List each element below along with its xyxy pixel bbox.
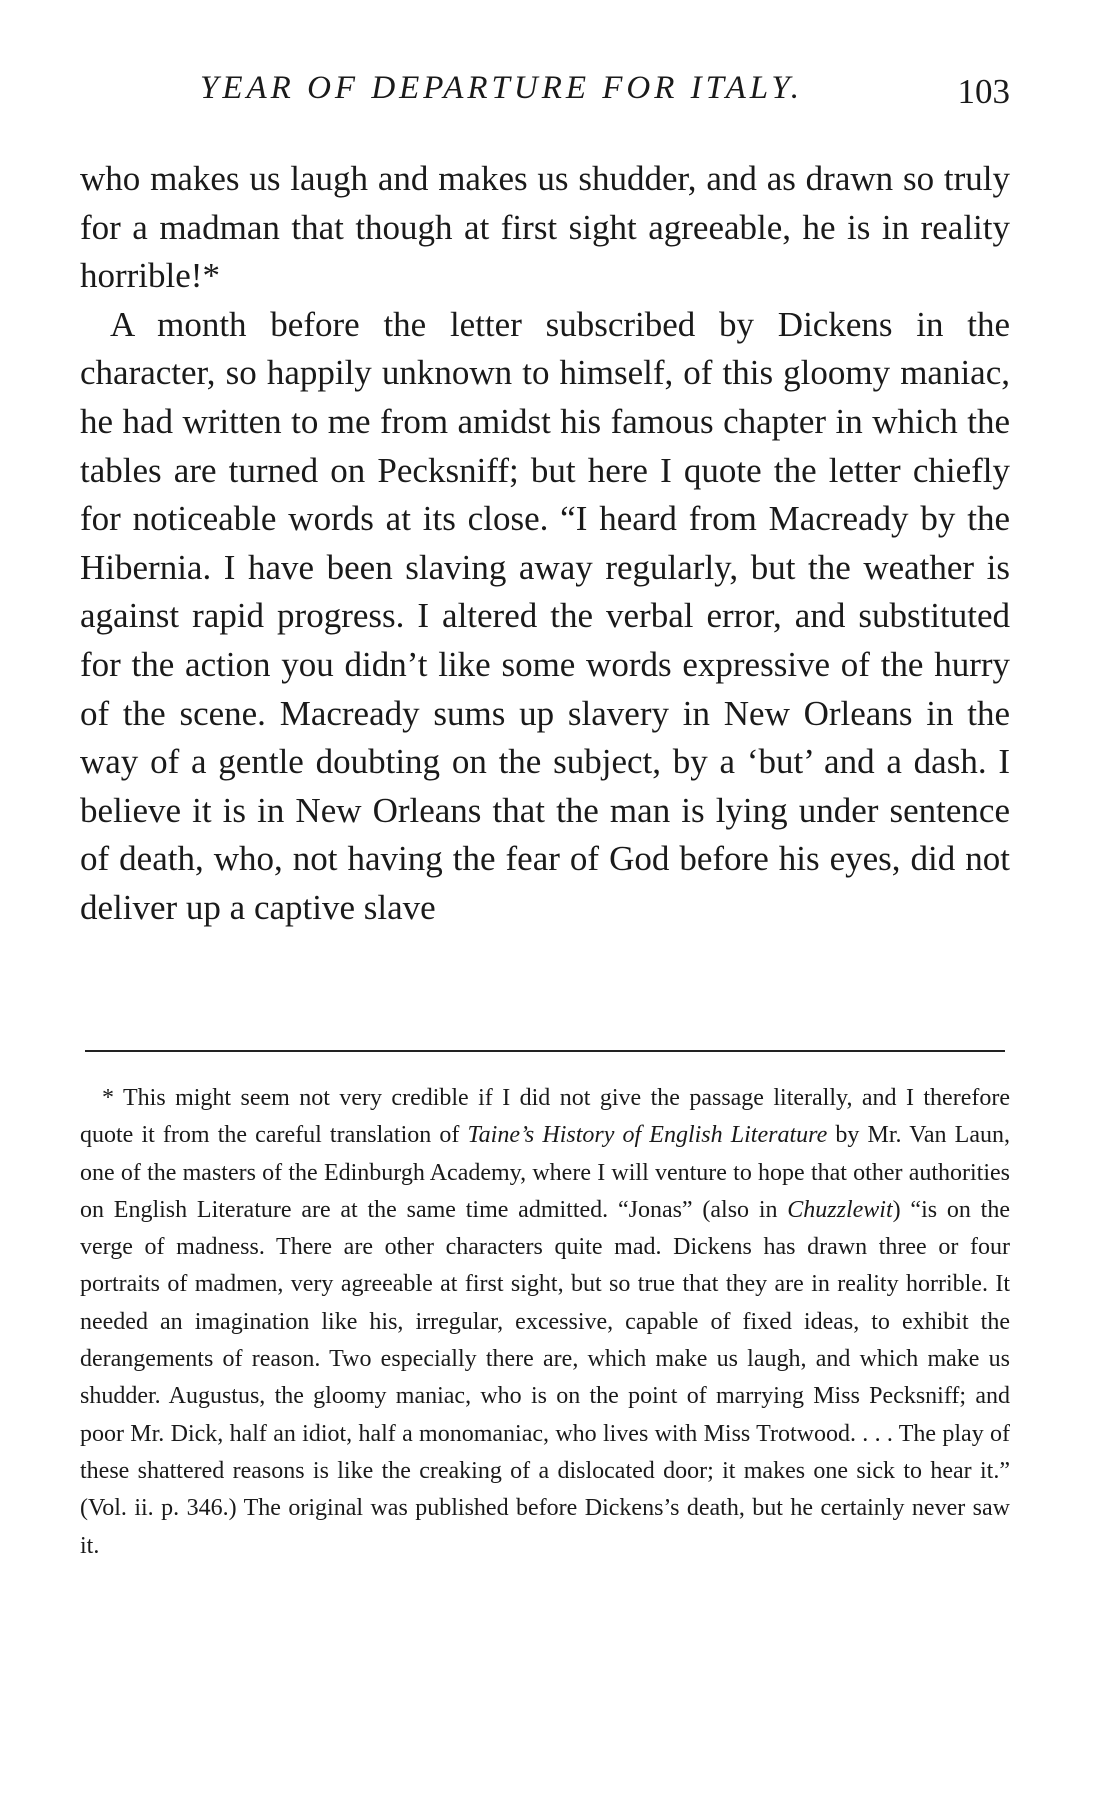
footnote-divider (85, 1050, 1005, 1052)
footnote-text-part-2: by Mr. Van Laun, one of the masters of the Edinburgh Academy, where I will venture to hope that other authorities on English Literature are at the same time admitted. “Jonas” (also in (80, 1122, 1010, 1223)
page-header (200, 70, 1010, 118)
running-title: YEAR OF DEPARTURE FOR ITALY. (200, 70, 803, 106)
paragraph-continuation: who makes us laugh and makes us shudder, and as drawn so truly for a madman that though at first sight agreeable, he is in reality horrible!* (80, 159, 1010, 296)
footnote-chuzzlewit-title: Chuzzlewit (787, 1196, 893, 1223)
body-text (80, 155, 1010, 933)
footnote-text-part-1: * This might seem not very credible if I did not give the passage literally, and I therefore quote it from the careful translation of (80, 1085, 1010, 1149)
footnote-paragraph (80, 1080, 1010, 1565)
footnote (80, 1080, 1010, 1565)
footnote-text-part-3: ) “is on the verge of madness. There are other characters quite mad. Dickens has drawn three or four portraits of madmen, very agreeable at first sight, but so true that they are in reality horrible. It needed an imagination like his, irregular, excessive, capable of fixed ideas, to exhibit the derangements of reason. Two especially there are, which make us laugh, and which make us shudder. Augustus, the gloomy maniac, who is on the point of marrying Miss Pecksniff; and poor Mr. Dick, half an idiot, half a monomaniac, who lives with Miss Trotwood. . . . The play of these shattered reasons is like the creaking of a dislocated door; it makes one sick to hear it.” (Vol. ii. p. 346.) The original was published before Dickens’s death, but he certainly never saw it. (80, 1196, 1010, 1559)
paragraph-letter: A month before the letter subscribed by Dickens in the character, so happily unknown to himself, of this gloomy maniac, he had written to me from amidst his famous chapter in which the tables are turned on Pecksniff; but here I quote the letter chiefly for noticeable words at its close. “I heard from Macready by the Hibernia. I have been slaving away regularly, but the weather is against rapid progress. I altered the verbal error, and substituted for the action you didn’t like some words expressive of the hurry of the scene. Macready sums up slavery in New Orleans in the way of a gentle doubting on the subject, by a ‘but’ and a dash. I believe it is in New Orleans that the man is lying under sentence of death, who, not having the fear of God before his eyes, did not deliver up a captive slave (80, 304, 1010, 927)
page-number: 103 (957, 72, 1010, 111)
footnote-book-title: Taine’s History of English Literature (467, 1122, 828, 1149)
